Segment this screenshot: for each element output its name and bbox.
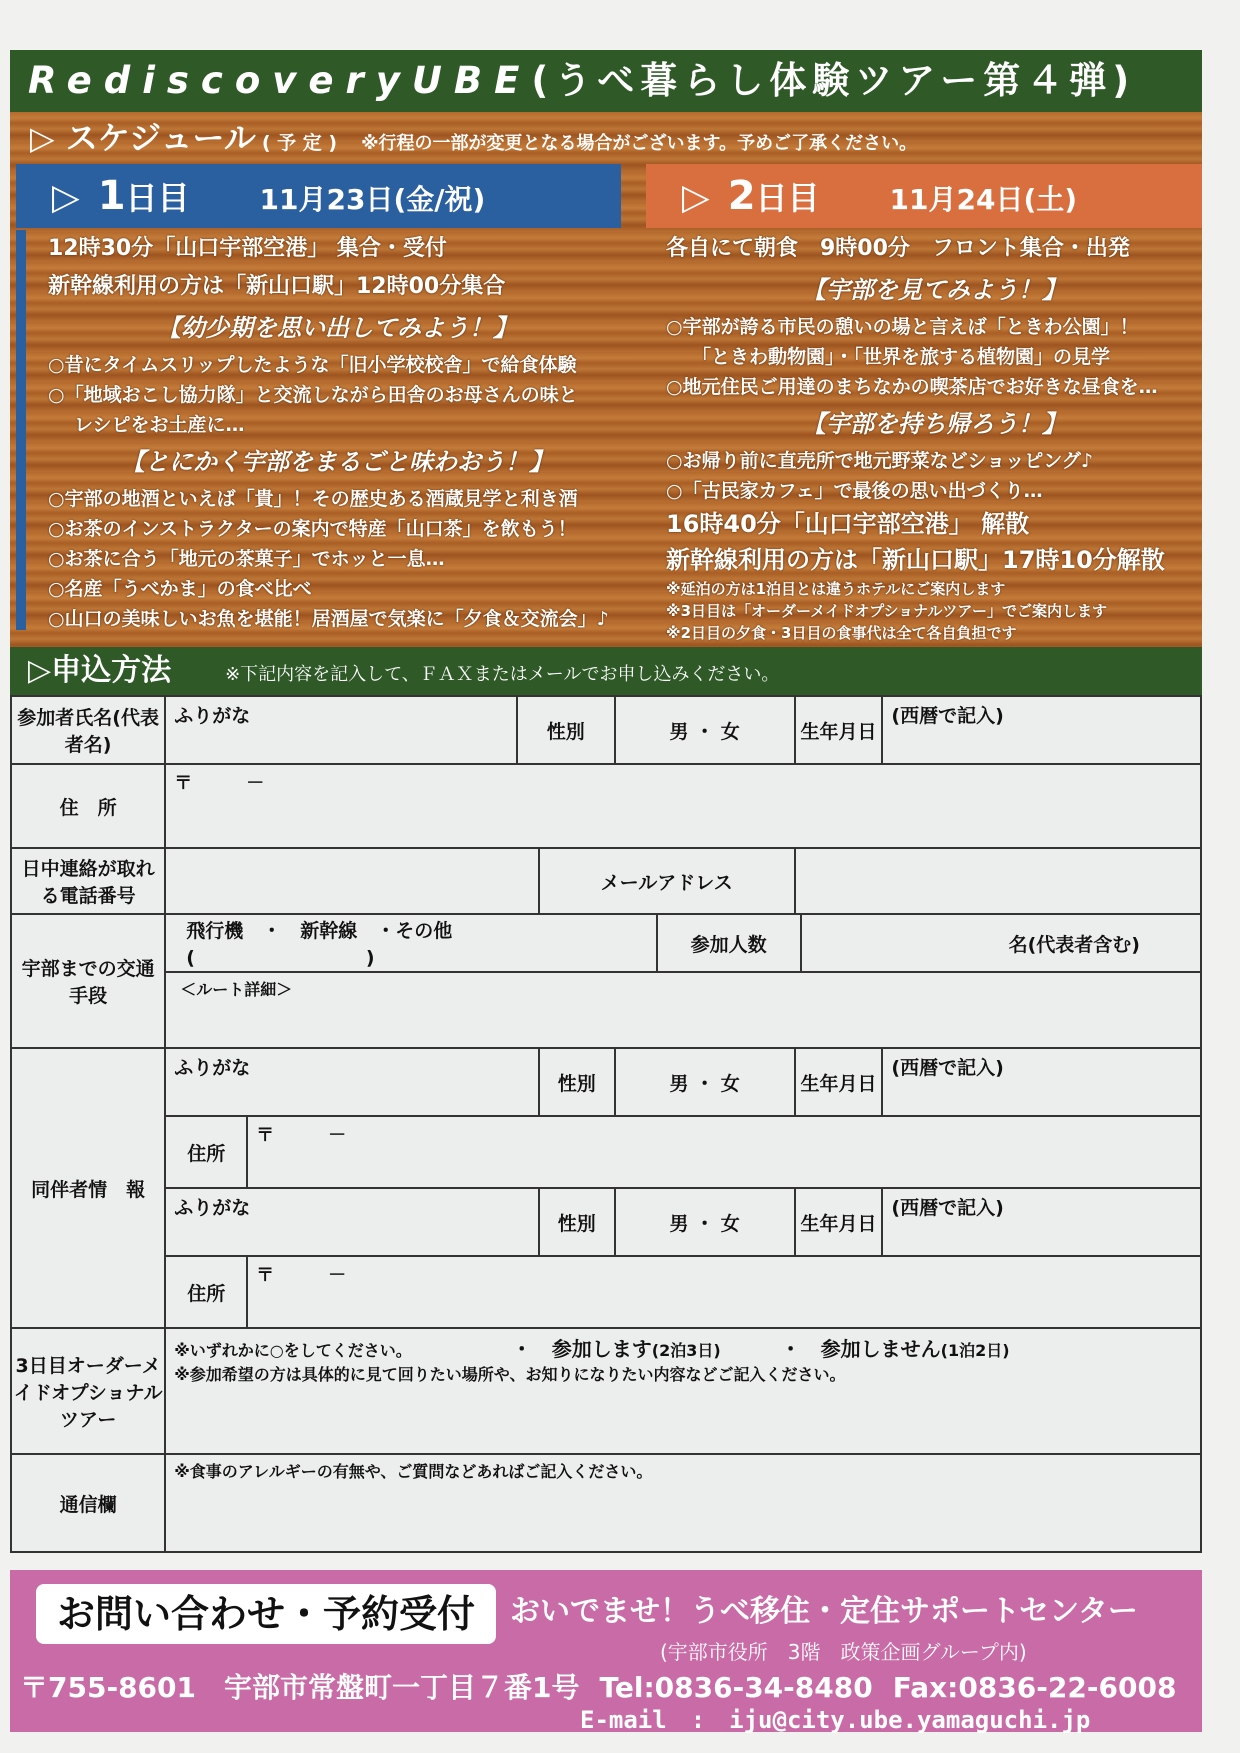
comm-field[interactable]: ※食事のアレルギーの有無や、ご質問などあればご記入ください。 [165, 1454, 1201, 1552]
people-field[interactable]: 名(代表者含む) [801, 914, 1202, 972]
day1-line: ○名産「うべかま」の食べ比べ [48, 578, 312, 600]
phone-label: 日中連絡が取れる電話番号 [11, 848, 165, 914]
address-label: 住 所 [11, 764, 165, 848]
companion1-furigana-field[interactable]: ふりがな [165, 1048, 539, 1116]
day1-line: レシピをお土産に… [74, 414, 245, 436]
title-bar [10, 50, 1202, 112]
contact-dept: (宇部市役所 3階 政策企画グループ内) [660, 1640, 1027, 1664]
email-field[interactable] [795, 848, 1201, 914]
day3-no-option[interactable]: ・ 参加しません [780, 1337, 941, 1361]
gender-options[interactable]: 男 ・ 女 [615, 696, 795, 764]
day2-line: ○宇部が誇る市民の憩いの場と言えば「ときわ公園」！ [666, 316, 1139, 338]
companion-label: 同伴者情 報 [11, 1048, 165, 1328]
companion2-gender-label: 性別 [539, 1188, 615, 1256]
day1-line: 12時30分「山口宇部空港」 集合・受付 [48, 236, 447, 261]
day3-no-note: (1泊2日) [940, 1341, 1010, 1360]
companion2-furigana-field[interactable]: ふりがな [165, 1188, 539, 1256]
day1-number: 1 [97, 173, 126, 219]
day1-column [16, 230, 626, 630]
day2-note: ※3日目は「オーダーメイドオプショナルツアー」でご案内します [666, 602, 1107, 620]
day2-line: ○お帰り前に直売所で地元野菜などショッピング♪ [666, 450, 1093, 472]
flyer-page [10, 50, 1202, 1732]
day1-section-heading: 【幼少期を思い出してみよう！】 [157, 314, 517, 342]
companion1-gender-options[interactable]: 男 ・ 女 [615, 1048, 795, 1116]
day1-line: ○お茶に合う「地元の茶菓子」でホッと一息… [48, 548, 445, 570]
contact-email[interactable]: E-mail : iju@city.ube.yamaguchi.jp [580, 1706, 1091, 1734]
title-latin: RediscoveryUBE [28, 59, 532, 102]
triangle-icon: ▷ [52, 177, 80, 218]
day2-line: ○「古民家カフェ」で最後の思い出づくり… [666, 480, 1043, 502]
day1-line: 新幹線利用の方は「新山口駅」12時00分集合 [48, 274, 506, 299]
day2-note: ※延泊の方は1泊目とは違うホテルにご案内します [666, 580, 1006, 598]
day2-column [646, 230, 1202, 642]
day1-date: 11月23日(金/祝) [259, 183, 486, 216]
schedule-heading [10, 112, 1202, 164]
triangle-icon: ▷ [682, 177, 710, 218]
companion1-birth-label: 生年月日 [795, 1048, 883, 1116]
day2-section-heading: 【宇部を持ち帰ろう！】 [802, 410, 1066, 438]
companion1-gender-label: 性別 [539, 1048, 615, 1116]
contact-section [10, 1570, 1202, 1732]
route-field[interactable]: ＜ルート詳細＞ [165, 972, 1201, 1048]
day3-field[interactable] [165, 1328, 1201, 1454]
phone-field[interactable] [165, 848, 539, 914]
schedule-note: ※行程の一部が変更となる場合がございます。予めご了承ください。 [361, 133, 918, 154]
companion1-address-field[interactable]: 〒 － [247, 1116, 1201, 1188]
transport-label: 宇部までの交通手段 [11, 914, 165, 1048]
contact-tel[interactable]: Tel:0836-34-8480 [599, 1671, 873, 1704]
day2-line: ○地元住民ご用達のまちなかの喫茶店でお好きな昼食を… [666, 376, 1158, 398]
day1-line: ○「地域おこし協力隊」と交流しながら田舎のお母さんの味と [48, 384, 578, 406]
contact-org: おいでませ！うべ移住・定住サポートセンター [510, 1594, 1138, 1629]
contact-fax: Fax:0836-22-6008 [892, 1671, 1177, 1704]
day1-line: ○宇部の地酒といえば「貴」！その歴史ある酒蔵見学と利き酒 [48, 488, 578, 510]
name-furigana-field[interactable]: ふりがな [165, 696, 517, 764]
day2-date: 11月24日(土) [889, 183, 1078, 216]
application-title: ▷申込方法 [28, 653, 172, 688]
birth-label: 生年月日 [795, 696, 883, 764]
day1-header [16, 164, 621, 228]
day2-number: 2 [727, 173, 756, 219]
companion2-address-field[interactable]: 〒 － [247, 1256, 1201, 1328]
day2-label: 日目 [755, 179, 820, 217]
gender-label: 性別 [517, 696, 615, 764]
day1-line: ○お茶のインストラクターの案内で特産「山口茶」を飲もう！ [48, 518, 577, 540]
address-field[interactable]: 〒 － [165, 764, 1201, 848]
companion2-birth-label: 生年月日 [795, 1188, 883, 1256]
title-jp: (うべ暮らし体験ツアー第４弾) [531, 59, 1136, 102]
day3-note: ※参加希望の方は具体的に見て回りたい場所や、お知りになりたい内容などご記入ください。 [174, 1365, 846, 1384]
day2-section-heading: 【宇部を見てみよう！】 [802, 276, 1066, 304]
day2-note: ※2日目の夕食・3日目の食事代は全て各自負担です [666, 624, 1017, 642]
day2-line: 各自にて朝食 9時00分 フロント集合・出発 [666, 236, 1130, 261]
day1-line: ○山口の美味しいお魚を堪能！居酒屋で気楽に「夕食＆交流会」♪ [48, 608, 609, 630]
day2-line: 16時40分「山口宇部空港」 解散 [666, 510, 1030, 538]
day1-section-heading: 【とにかく宇部をまるごと味わおう！】 [121, 448, 553, 476]
email-label: メールアドレス [539, 848, 795, 914]
companion2-address-label: 住所 [165, 1256, 247, 1328]
application-note: ※下記内容を記入して、ＦＡＸまたはメールでお申し込みください。 [225, 664, 780, 685]
day3-yes-note: (2泊3日) [651, 1341, 721, 1360]
companion2-birth-field[interactable]: (西暦で記入) [882, 1188, 1201, 1256]
transport-options[interactable]: 飛行機 ・ 新幹線 ・その他 ( ) [165, 914, 656, 972]
companion1-birth-field[interactable]: (西暦で記入) [882, 1048, 1201, 1116]
companion2-gender-options[interactable]: 男 ・ 女 [615, 1188, 795, 1256]
schedule-sub: ( 予 定 ) [261, 132, 338, 154]
application-heading [10, 647, 1202, 695]
day3-yes-option[interactable]: ・ 参加します [511, 1337, 652, 1361]
contact-box: お問い合わせ・予約受付 [36, 1584, 496, 1644]
people-label: 参加人数 [657, 914, 801, 972]
day2-line: 新幹線利用の方は「新山口駅」17時10分解散 [666, 546, 1165, 574]
day1-line: ○昔にタイムスリップしたような「旧小学校校舎」で給食体験 [48, 354, 577, 376]
companion1-address-label: 住所 [165, 1116, 247, 1188]
day2-header [646, 164, 1202, 228]
contact-address: 〒755-8601 宇部市常盤町一丁目７番1号 [20, 1671, 580, 1704]
day2-line: 「ときわ動物園」・「世界を旅する植物園」の見学 [692, 346, 1111, 368]
comm-label: 通信欄 [11, 1454, 165, 1552]
name-label: 参加者氏名(代表者名) [11, 696, 165, 764]
day3-instruction: ※いずれかに○をしてください。 [174, 1341, 412, 1360]
application-form [10, 695, 1202, 1553]
schedule-title: ▷ スケジュール [30, 119, 256, 157]
birth-field[interactable]: (西暦で記入) [882, 696, 1201, 764]
day3-label: 3日目オーダーメイドオプショナルツアー [11, 1328, 165, 1454]
day1-label: 日目 [125, 179, 190, 217]
